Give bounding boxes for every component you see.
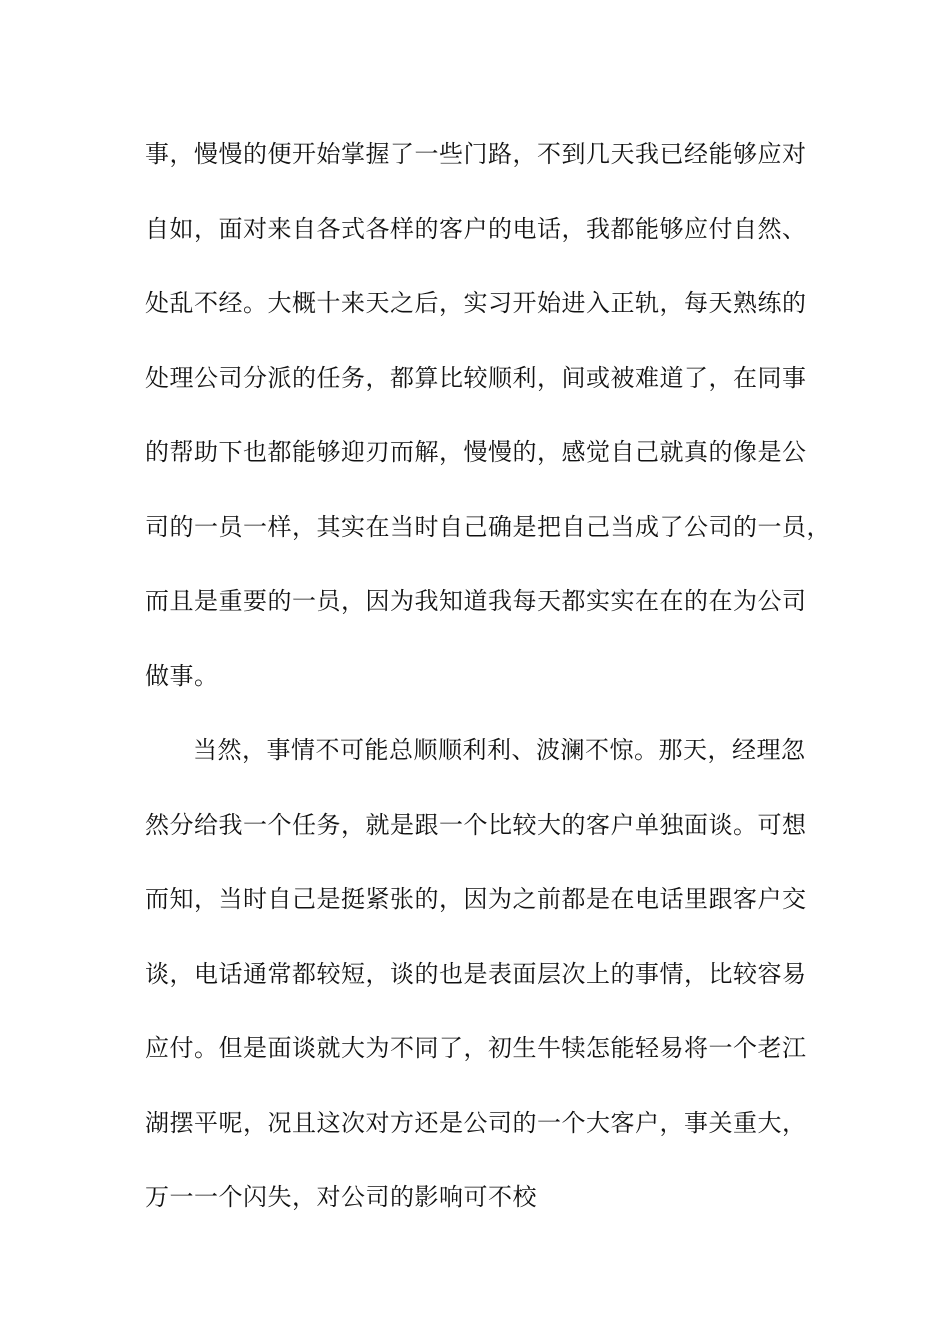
text-line: 事，慢慢的便开始掌握了一些门路，不到几天我已经能够应对: [145, 140, 807, 168]
text-line: 司的一员一样，其实在当时自己确是把自己当成了公司的一员，: [145, 512, 831, 541]
text-line: 做事。: [145, 661, 219, 690]
paragraph-2: [145, 728, 835, 1250]
text-line: 当然，事情不可能总顺顺利利、波澜不惊。那天，经理忽: [193, 736, 806, 764]
text-line: 万一一个闪失，对公司的影响可不校: [145, 1183, 537, 1211]
text-line: 谈，电话通常都较短，谈的也是表面层次上的事情，比较容易: [145, 959, 807, 988]
text-line: 处理公司分派的任务，都算比较顺利，间或被难道了，在同事: [145, 363, 807, 392]
text-line: 的帮助下也都能够迎刃而解，慢慢的，感觉自己就真的像是公: [145, 438, 807, 466]
text-line: 处乱不经。大概十来天之后，实习开始进入正轨，每天熟练的: [145, 289, 807, 317]
text-line: 然分给我一个任务，就是跟一个比较大的客户单独面谈。可想: [145, 810, 807, 839]
text-line: 湖摆平呢，况且这次对方还是公司的一个大客户，事关重大，: [145, 1108, 807, 1137]
text-line: 而知，当时自己是挺紧张的，因为之前都是在电话里跟客户交: [145, 885, 807, 913]
paragraph-1: [145, 132, 835, 728]
document-body: [145, 132, 835, 1250]
text-line: 而且是重要的一员，因为我知道我每天都实实在在的在为公司: [145, 587, 807, 615]
text-line: 应付。但是面谈就大为不同了，初生牛犊怎能轻易将一个老江: [145, 1034, 807, 1062]
text-line: 自如，面对来自各式各样的客户的电话，我都能够应付自然、: [145, 214, 807, 243]
